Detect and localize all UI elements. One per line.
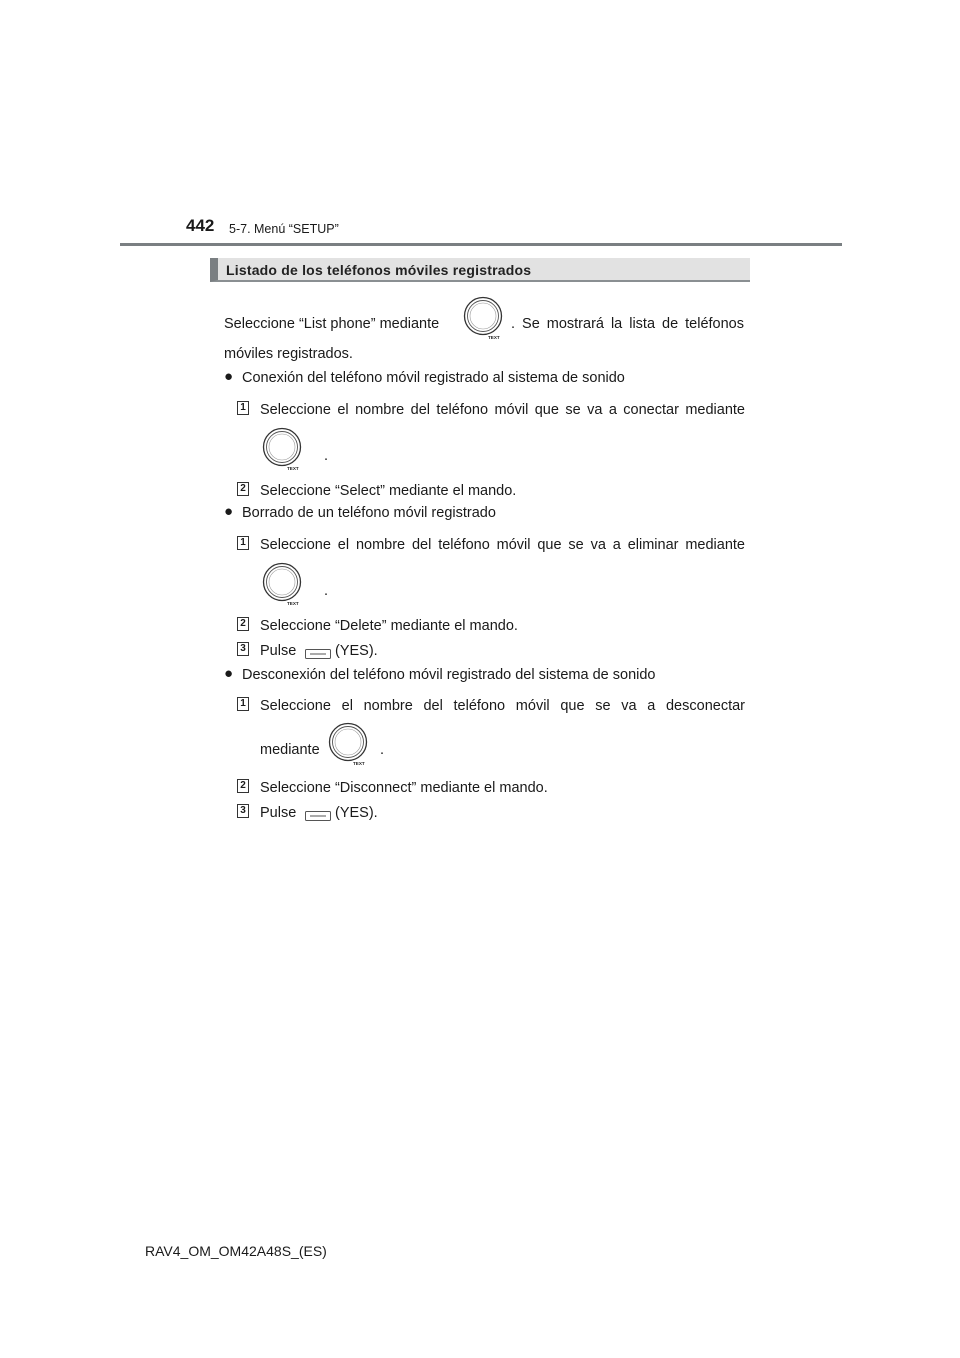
- bullet-icon: ●: [224, 665, 234, 682]
- disconnect-step3-pre: Pulse: [260, 805, 297, 821]
- knob-label: TEXT: [353, 761, 365, 766]
- knob-icon: [328, 722, 372, 771]
- step-number: 2: [237, 482, 249, 496]
- delete-step1-text: Seleccione el nombre del teléfono móvil que se va a eliminar mediante: [260, 537, 745, 553]
- connect-step1-tail: .: [324, 448, 329, 464]
- connect-step2-text: Seleccione “Select” mediante el mando.: [260, 483, 517, 499]
- delete-title: Borrado de un teléfono móvil registrado: [242, 505, 496, 521]
- bullet-icon: ●: [224, 368, 234, 385]
- yes-button-icon: [305, 646, 331, 664]
- page-number: 442: [186, 216, 215, 235]
- knob-icon: [262, 427, 306, 476]
- delete-step3-post: (YES).: [335, 643, 378, 659]
- step-number: 1: [237, 536, 249, 550]
- connect-step1-text: Seleccione el nombre del teléfono móvil que se va a conectar mediante: [260, 402, 745, 418]
- intro-text-3: móviles registrados.: [224, 346, 353, 362]
- bullet-icon: ●: [224, 503, 234, 520]
- knob-icon: [463, 296, 507, 345]
- knob-label: TEXT: [287, 466, 299, 471]
- disconnect-step1-tail: .: [380, 742, 385, 758]
- delete-step2-text: Seleccione “Delete” mediante el mando.: [260, 618, 518, 634]
- step-number: 3: [237, 642, 249, 656]
- knob-label: TEXT: [287, 601, 299, 606]
- header-rule: [120, 243, 842, 246]
- intro-text-2: . Se mostrará la lista de teléfonos: [511, 316, 744, 332]
- disconnect-step1-text: Seleccione el nombre del teléfono móvil que se va a desconectar: [260, 698, 745, 714]
- connect-title: Conexión del teléfono móvil registrado al sistema de sonido: [242, 370, 625, 386]
- section-heading: [210, 258, 750, 282]
- disconnect-title: Desconexión del teléfono móvil registrado del sistema de sonido: [242, 667, 656, 683]
- knob-icon: [262, 562, 306, 611]
- step-number: 3: [237, 804, 249, 818]
- step-number: 1: [237, 401, 249, 415]
- document-code: RAV4_OM_OM42A48S_(ES): [145, 1243, 327, 1259]
- step-number: 1: [237, 697, 249, 711]
- delete-step3-pre: Pulse: [260, 643, 297, 659]
- knob-label: TEXT: [488, 335, 500, 340]
- yes-button-icon: [305, 808, 331, 826]
- delete-step1-tail: .: [324, 583, 329, 599]
- step-number: 2: [237, 779, 249, 793]
- step-number: 2: [237, 617, 249, 631]
- section-title: Listado de los teléfonos móviles registrados: [226, 262, 532, 278]
- disconnect-step3-post: (YES).: [335, 805, 378, 821]
- disconnect-step1-pre: mediante: [260, 742, 320, 758]
- disconnect-step2-text: Seleccione “Disconnect” mediante el mando.: [260, 780, 548, 796]
- chapter-title: 5-7. Menú “SETUP”: [229, 222, 339, 236]
- intro-text-1: Seleccione “List phone” mediante: [224, 316, 440, 332]
